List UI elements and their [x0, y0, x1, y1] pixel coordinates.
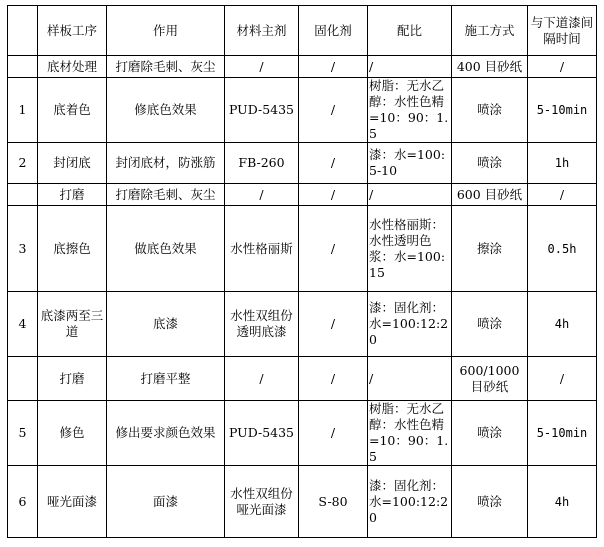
cell-hardener: / — [299, 357, 368, 401]
cell-material: 水性双组份哑光面漆 — [225, 466, 299, 538]
cell-interval: 5-10min — [528, 401, 597, 466]
header-cell-effect: 作用 — [107, 6, 225, 56]
cell-ratio: 漆：水=100:5-10 — [368, 143, 452, 184]
cell-effect: 封闭底材，防涨筋 — [107, 143, 225, 184]
cell-index: 5 — [8, 401, 38, 466]
cell-effect: 修出要求颜色效果 — [107, 401, 225, 466]
cell-ratio: / — [368, 184, 452, 206]
cell-hardener: / — [299, 206, 368, 292]
table-row — [8, 184, 597, 206]
table-row — [8, 357, 597, 401]
cell-ratio: 漆：固化剂：水=100:12:20 — [368, 466, 452, 538]
cell-method: 600/1000 目砂纸 — [452, 357, 528, 401]
header-cell-interval: 与下道漆间隔时间 — [528, 6, 597, 56]
cell-index — [8, 357, 38, 401]
cell-index: 4 — [8, 292, 38, 357]
table-row — [8, 143, 597, 184]
cell-method: 擦涂 — [452, 206, 528, 292]
header-cell-method: 施工方式 — [452, 6, 528, 56]
cell-material: / — [225, 357, 299, 401]
cell-material: 水性双组份透明底漆 — [225, 292, 299, 357]
cell-method: 喷涂 — [452, 143, 528, 184]
cell-index — [8, 184, 38, 206]
header-row — [8, 6, 597, 56]
header-cell-index — [8, 6, 38, 56]
cell-step: 打磨 — [38, 184, 107, 206]
cell-method: 喷涂 — [452, 78, 528, 143]
cell-method: 喷涂 — [452, 292, 528, 357]
table-row — [8, 292, 597, 357]
cell-ratio: 树脂：无水乙醇：水性色精=10：90：1.5 — [368, 78, 452, 143]
table-row — [8, 466, 597, 538]
cell-effect: 打磨除毛刺、灰尘 — [107, 56, 225, 78]
cell-material: FB-260 — [225, 143, 299, 184]
cell-material: 水性格丽斯 — [225, 206, 299, 292]
cell-hardener: / — [299, 143, 368, 184]
cell-interval: 4h — [528, 292, 597, 357]
cell-step: 底擦色 — [38, 206, 107, 292]
cell-step: 打磨 — [38, 357, 107, 401]
cell-index: 3 — [8, 206, 38, 292]
cell-step: 哑光面漆 — [38, 466, 107, 538]
cell-method: 600 目砂纸 — [452, 184, 528, 206]
cell-ratio: / — [368, 357, 452, 401]
cell-ratio: / — [368, 56, 452, 78]
cell-step: 修色 — [38, 401, 107, 466]
cell-interval: 4h — [528, 466, 597, 538]
header-cell-material: 材料主剂 — [225, 6, 299, 56]
cell-material: / — [225, 56, 299, 78]
cell-index: 6 — [8, 466, 38, 538]
cell-material: PUD-5435 — [225, 401, 299, 466]
cell-interval: 0.5h — [528, 206, 597, 292]
table-row — [8, 56, 597, 78]
cell-ratio: 水性格丽斯：水性透明色浆：水=100:15 — [368, 206, 452, 292]
cell-hardener: / — [299, 292, 368, 357]
cell-method: 400 目砂纸 — [452, 56, 528, 78]
cell-step: 封闭底 — [38, 143, 107, 184]
cell-hardener: / — [299, 78, 368, 143]
cell-effect: 底漆 — [107, 292, 225, 357]
cell-index: 1 — [8, 78, 38, 143]
header-cell-ratio: 配比 — [368, 6, 452, 56]
table-row — [8, 206, 597, 292]
cell-interval: 5-10min — [528, 78, 597, 143]
cell-effect: 打磨除毛刺、灰尘 — [107, 184, 225, 206]
cell-effect: 修底色效果 — [107, 78, 225, 143]
cell-step: 底材处理 — [38, 56, 107, 78]
cell-effect: 面漆 — [107, 466, 225, 538]
table-row — [8, 78, 597, 143]
cell-material: PUD-5435 — [225, 78, 299, 143]
cell-effect: 打磨平整 — [107, 357, 225, 401]
process-table — [7, 5, 597, 538]
table-row — [8, 401, 597, 466]
cell-interval: / — [528, 56, 597, 78]
cell-index: 2 — [8, 143, 38, 184]
cell-ratio: 漆：固化剂：水=100:12:20 — [368, 292, 452, 357]
cell-method: 喷涂 — [452, 401, 528, 466]
cell-interval: / — [528, 184, 597, 206]
header-cell-hardener: 固化剂 — [299, 6, 368, 56]
cell-material: / — [225, 184, 299, 206]
cell-hardener: / — [299, 56, 368, 78]
cell-ratio: 树脂：无水乙醇：水性色精=10：90：1.5 — [368, 401, 452, 466]
cell-hardener: / — [299, 401, 368, 466]
cell-interval: 1h — [528, 143, 597, 184]
header-cell-step: 样板工序 — [38, 6, 107, 56]
cell-index — [8, 56, 38, 78]
cell-method: 喷涂 — [452, 466, 528, 538]
cell-effect: 做底色效果 — [107, 206, 225, 292]
cell-step: 底漆两至三道 — [38, 292, 107, 357]
cell-interval: / — [528, 357, 597, 401]
cell-step: 底着色 — [38, 78, 107, 143]
cell-hardener: S-80 — [299, 466, 368, 538]
cell-hardener: / — [299, 184, 368, 206]
